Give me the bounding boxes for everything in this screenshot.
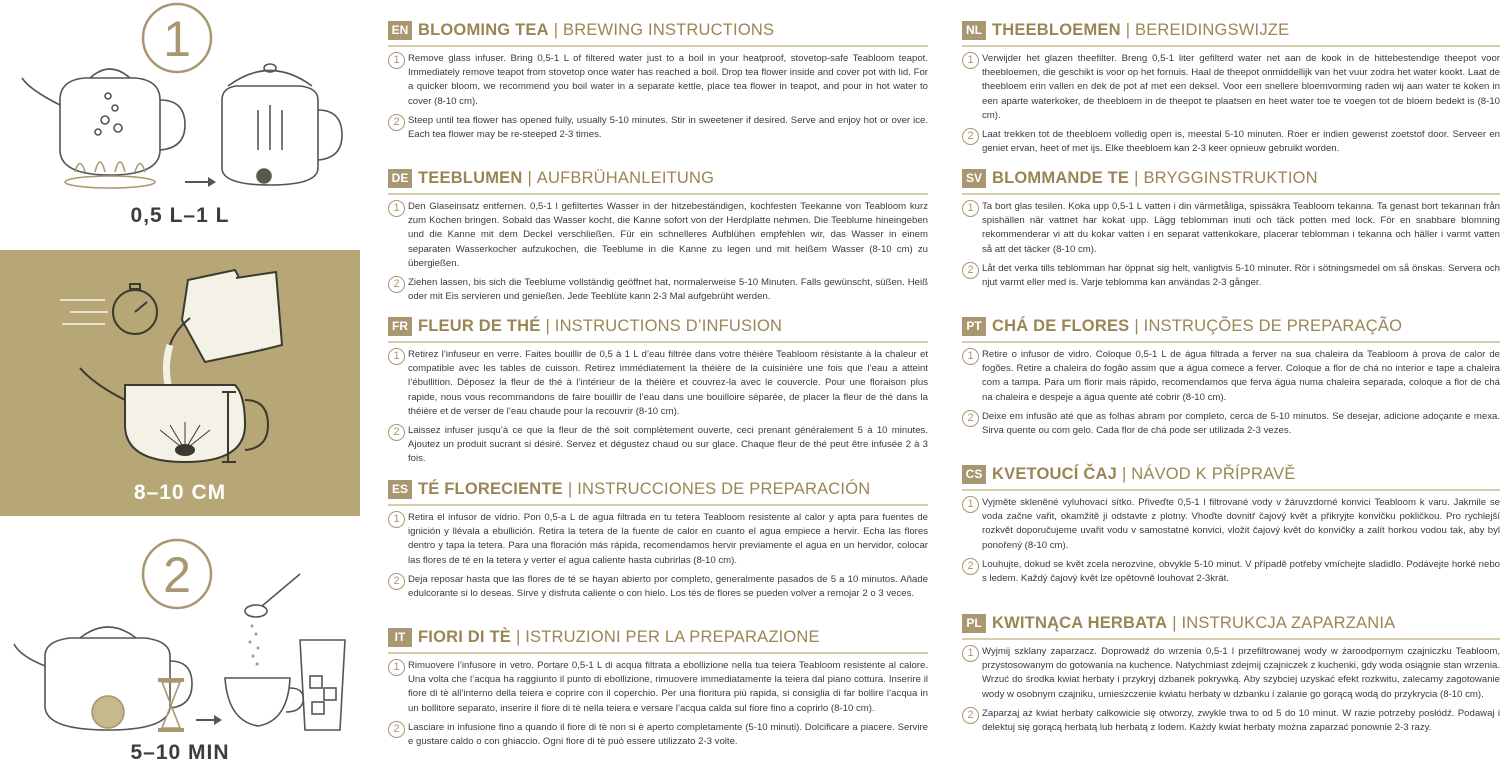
illustration-column (0, 0, 360, 765)
step-instructions: Retirez l’infuseur en verre. Faites bouillir de 0,5 à 1 L d’eau filtrée dans votre théière Teabloom résistante à la chaleur et compatible avec les tables de cuisson. Retirez immédiatement la théière de la cuisinière une fois que l’eau a atteint l’ébullition. Déposez la fleur de thé à l’intérieur de la théière et couvrez-la avec le couvercle. Pour une floraison plus rapide, nous vous recommandons de faire bouillir de l’eau dans une bouilloire séparée, de placer la fleur de thé dans la théière et de verser de l’eau chaude pour la recouvrir (8-10 cm). (408, 349, 928, 417)
step-instructions: Den Glaseinsatz entfernen. 0,5-1 l gefiltertes Wasser in der hitzebeständigen, kochfesten Teekanne von Teabloom kurz zum Kochen bringen. Sobald das Wasser kocht, die Kanne sofort von der Herdplatte nehmen. Die Teeblume hineingeben und die Kanne mit dem Deckel verschließen. Für ein schnelleres Aufblühen empfehlen wir, das Wasser in einem separaten Wasserkocher aufzukochen, die Teeblume in die Kanne zu legen und mit heißem Wasser (8-10 cm) zu übergießen. (408, 201, 928, 269)
language-code-badge: EN (388, 21, 412, 40)
heading-divider: | (1134, 316, 1139, 335)
step-1-number: 1 (163, 11, 191, 67)
heading-divider: | (527, 168, 532, 187)
section-en (388, 20, 928, 147)
step-2-illustration (0, 516, 360, 738)
section-subtitle: BREWING INSTRUCTIONS (563, 20, 775, 39)
step-number-badge: 1 (962, 52, 979, 69)
heading-divider: | (567, 479, 573, 498)
section-subtitle: BRYGGINSTRUKTION (1143, 168, 1318, 187)
step-number-badge: 1 (388, 511, 405, 528)
section-title: CHÁ DE FLORES (992, 316, 1130, 335)
heading-rule (962, 45, 1500, 47)
step-2-text (388, 721, 928, 749)
step-instructions: Retire o infusor de vidro. Coloque 0,5-1 L de água filtrada a ferver na sua chaleira da Teabloom à prova de calor de fogões. Retire a chaleira do fogão assim que a água comece a ferver. Coloque a flor de chá no interior e tape a chaleira com a tampa. Para um florir mais rápido, recomendamos que ferva água numa chaleira separada, coloque a flor de chá na chaleira e despeje a água quente até cobrir (8-10 cm). (982, 349, 1500, 403)
section-subtitle: NÁVOD K PŘÍPRAVĚ (1131, 464, 1296, 483)
section-es (388, 479, 928, 606)
language-code-badge: CS (962, 465, 986, 484)
heading-divider: | (1172, 613, 1177, 632)
section-cs (962, 464, 1500, 591)
step-instructions: Låt det verka tills teblomman har öppnat sig helt, vanligtvis 5-10 minuter. Rör i sötningsmedel om så önskas. Servera och njut varmt eller med is. Varje teblomma kan användas 2-3 gånger. (982, 262, 1500, 289)
section-heading (388, 20, 928, 40)
ice-glass-icon (300, 640, 345, 730)
heading-divider: | (1134, 168, 1139, 187)
step-number-badge: 2 (388, 276, 405, 293)
step-instructions: Zaparzaj aż kwiat herbaty całkowicie się otworzy, zwykle trwa to od 5 do 10 minut. W razie potrzeby posłódź. Podawaj i delektuj się gorącą herbatą lub herbatą z lodem. Każdy kwiat herbaty można zaparzać ponownie 2-3 razy. (982, 707, 1500, 734)
step-number-badge: 1 (388, 52, 405, 69)
language-code-badge: SV (962, 169, 986, 188)
section-title: KVETOUCÍ ČAJ (992, 464, 1117, 483)
section-title: TÉ FLORECIENTE (418, 479, 563, 498)
section-subtitle: INSTRUÇÕES DE PREPARAÇÃO (1143, 316, 1403, 335)
step-number-badge: 1 (962, 200, 979, 217)
heading-rule (962, 193, 1500, 195)
step-1-text (388, 659, 928, 716)
teapot-with-hourglass-icon (14, 627, 192, 732)
language-code-badge: PT (962, 317, 986, 336)
step-1-panel (0, 0, 360, 250)
language-code-badge: IT (388, 628, 412, 647)
step-2-number: 2 (163, 547, 191, 603)
step-instructions: Deja reposar hasta que las flores de té se hayan abierto por completo, generalmente pasados de 5 a 10 minutos. Añade edulcorante si lo deseas. Sirve y disfruta caliente o con hielo. Los tés de flores se pueden volver a remojar 2 o 3 veces. (408, 573, 928, 600)
section-heading (962, 613, 1500, 633)
step-number-badge: 2 (388, 721, 405, 738)
section-fr (388, 316, 928, 472)
section-subtitle: BEREIDINGSWIJZE (1135, 20, 1290, 39)
heading-rule (388, 45, 928, 47)
heading-rule (388, 504, 928, 506)
language-code-badge: FR (388, 317, 412, 336)
section-subtitle: INSTRUCTIONS D’INFUSION (554, 316, 783, 335)
heading-divider: | (553, 20, 559, 39)
step-1-text (388, 348, 928, 419)
step-instructions: Laat trekken tot de theebloem volledig open is, meestal 5-10 minuten. Roer er indien gewenst zoetstof door. Serveer en geniet ervan, heet of met ijs. Elke theebloem kan 2-3 keer opnieuw gebruikt worden. (982, 129, 1500, 155)
stopwatch-icon (60, 284, 157, 334)
section-pt (962, 316, 1500, 443)
step-instructions: Steep until tea flower has opened fully, usually 5-10 minutes. Stir in sweetener if desired. Serve and enjoy hot or over ice. Each tea flower may be re-steeped 2-3 times. (408, 114, 928, 141)
section-it (388, 627, 928, 754)
cup-icon (225, 678, 303, 726)
step-1-text (962, 52, 1500, 123)
heading-rule (388, 341, 928, 343)
step-number-badge: 1 (388, 659, 405, 676)
step-instructions: Rimuovere l’infusore in vetro. Portare 0,5-1 L di acqua filtrata a ebollizione nella tua teiera Teabloom resistente al calore. Una volta che l’acqua ha raggiunto il punto di ebollizione, rimuovere immediatamente la teiera dal piano cottura. Inserire il fiore di tè all’interno della teiera e coprire con il coperchio. Per una fioritura più rapida, si consiglia di far bollire l’acqua in un bollitore separato, inserire il fiore di tè nella teiera e versare l’acqua calda sul fiore fino a coprirlo (8-10 cm). (408, 660, 928, 714)
step-instructions: Ziehen lassen, bis sich die Teeblume vollständig geöffnet hat, normalerweise 5-10 Minuten. Falls gewünscht, süßen. Heiß oder mit Eis servieren und genießen. Jede Teeblüte kann 2-3 Mal aufgebrüht werden. (408, 277, 928, 303)
step-instructions: Wyjmij szklany zaparzacz. Doprowadź do wrzenia 0,5-1 l przefiltrowanej wody w żaroodpornym czajniczku Teabloom, przystosowanym do gotowania na kuchence. Natychmiast zdejmij czajniczek z kuchenki, gdy woda osiągnie stan wrzenia. Wrzuć do środka kwiat herbaty i przykryj dzbanek pokrywką. Aby szybciej uzyskać efekt rozkwitu, zalecamy zagotowanie wody w osobnym czajniku, umieszczenie kwiatu herbaty w dzbanku i zalanie go gorącą wodą do przykrycia (8-10 cm). (982, 646, 1500, 700)
teapot-with-flower-icon (80, 368, 268, 462)
step-instructions: Ta bort glas tesilen. Koka upp 0,5-1 L vatten i din värmetåliga, spissäkra Teabloom tekanna. Ta genast bort tekannan från spishällen när vattnet har kokat upp. Lägg teblomman inuti och täck potten med lock. För en snabbare blomning rekommenderar vi att du kokar vatten i en separat vattenkokare, placerar teblomman i tekanna och häller i varmt vatten så att det täcker (8-10 cm). (982, 201, 1500, 255)
teapot-on-burner-icon (22, 69, 185, 188)
arrow-right-icon (196, 715, 222, 725)
step-1-water-amount: 0,5 L–1 L (130, 204, 230, 227)
heading-rule (962, 341, 1500, 343)
step-instructions: Vyjměte skleněné vyluhovací sítko. Přiveďte 0,5-1 l filtrované vody v žáruvzdorné konvici Teabloom k varu. Jakmile se voda začne vařit, okamžitě ji odstavte z plotny. Vhoďte dovnitř čajový květ a přikryjte konvičku pokličkou. Pro rychlejší rozkvět doporučujeme uvařit vodu v samostatné konvici, vložit čajový květ do konvičky a zalít horkou vodou tak, aby byl ponořený (8-10 cm). (982, 497, 1500, 551)
step-number-badge: 2 (388, 114, 405, 131)
step-2-circle-icon (143, 540, 211, 608)
section-heading (962, 20, 1500, 40)
section-title: BLOOMING TEA (418, 20, 549, 39)
step-2-text (962, 410, 1500, 438)
sweetener-spoon-icon (245, 574, 300, 666)
step-1-illustration (0, 0, 360, 200)
heading-divider: | (545, 316, 550, 335)
flower-cover-height: 8–10 CM (133, 481, 227, 504)
step-1-text (962, 200, 1500, 257)
section-sv (962, 168, 1500, 295)
step-instructions: Louhujte, dokud se květ zcela nerozvine, obvykle 5-10 minut. V případě potřeby vmíchejte sladidlo. Podávejte horké nebo s ledem. Každý čajový květ lze opětovně louhovat 2-3krát. (982, 558, 1500, 585)
pouring-kettle-icon (170, 270, 282, 362)
step-number-badge: 2 (962, 558, 979, 575)
section-heading (388, 168, 928, 188)
step-number-badge: 2 (962, 262, 979, 279)
step-number-badge: 2 (962, 410, 979, 427)
step-instructions: Laissez infuser jusqu’à ce que la fleur de thé soit complètement ouverte, ceci prenant généralement 5 à 10 minutes. Ajoutez un produit sucrant si désiré. Servez et dégustez chaud ou sur glace. Chaque fleur de thé peut être infusée 2 à 3 fois. (408, 425, 928, 465)
step-2-text (962, 262, 1500, 290)
teapot-with-lid-icon (222, 64, 342, 185)
step-2-text (962, 558, 1500, 586)
step-instructions: Retira el infusor de vidrio. Pon 0,5-a L de agua filtrada en tu tetera Teabloom resistente al calor y apta para fuentes de ignición y llévala a ebullición. Retira la tetera de la fuente de calor en cuanto el agua empiece a hervir. Echa las flores dentro y tapa la tetera. Para una floración más rápida, recomendamos hervir previamente el agua en un hervidor, colocar las flores de té en la tetera y verter el agua caliente hasta cubrirlas (8-10 cm). (408, 512, 928, 566)
heading-divider: | (1121, 464, 1127, 483)
section-subtitle: AUFBRÜHANLEITUNG (536, 168, 715, 187)
language-code-badge: NL (962, 21, 986, 40)
section-subtitle: INSTRUKCJA ZAPARZANIA (1181, 613, 1396, 632)
steep-time: 5–10 MIN (130, 741, 230, 764)
step-2-text (388, 573, 928, 601)
step-2-text (388, 424, 928, 467)
step-instructions: Verwijder het glazen theefilter. Breng 0,5-1 liter gefilterd water net aan de kook in de hittebestendige theepot voor theebloemen, die geschikt is voor op het fornuis. Haal de theepot onmiddellijk van het vuur zodra het water kookt. Laat de theebloem erin vallen en dek de pot af met een deksel. Voor een snellere bloemvorming raden wij aan water te koken in een aparte waterkoker, de theebloem in de theepot te plaatsen en heet water toe te voegen tot de bloem bedekt is (8-10 cm). (982, 53, 1500, 121)
step-1-text (962, 496, 1500, 553)
heading-rule (962, 489, 1500, 491)
step-number-badge: 1 (388, 200, 405, 217)
section-title: KWITNĄCA HERBATA (992, 613, 1168, 632)
step-number-badge: 2 (962, 128, 979, 145)
arrow-right-icon (185, 177, 216, 187)
step-number-badge: 1 (962, 645, 979, 662)
language-code-badge: DE (388, 169, 412, 188)
section-subtitle: ISTRUZIONI PER LA PREPARAZIONE (525, 627, 820, 646)
step-2-text (388, 114, 928, 142)
step-1-text (388, 511, 928, 568)
section-title: THEEBLOEMEN (992, 20, 1121, 39)
section-nl (962, 20, 1500, 161)
section-heading (388, 316, 928, 336)
section-heading (388, 627, 928, 647)
step-1-text (388, 200, 928, 271)
section-heading (962, 316, 1500, 336)
heading-divider: | (1125, 20, 1131, 39)
instructions-column-right (962, 0, 1500, 765)
step-number-badge: 2 (388, 573, 405, 590)
pouring-illustration (0, 250, 360, 475)
step-2-text (962, 128, 1500, 156)
heading-rule (962, 638, 1500, 640)
section-title: FLEUR DE THÉ (418, 316, 541, 335)
language-code-badge: PL (962, 614, 986, 633)
section-de (388, 168, 928, 309)
step-1-text (388, 52, 928, 109)
step-1-text (962, 645, 1500, 702)
instructions-column-left (388, 0, 928, 765)
heading-divider: | (515, 627, 521, 646)
section-title: TEEBLUMEN (418, 168, 523, 187)
section-heading (962, 168, 1500, 188)
step-instructions: Lasciare in infusione fino a quando il fiore di tè non si è aperto completamente (5-10 minuti). Dolcificare a piacere. Servire e gustare caldo o con ghiaccio. Ogni fiore di tè può essere utilizzato 2-3 volte. (408, 721, 928, 748)
heading-rule (388, 652, 928, 654)
step-2-text (388, 276, 928, 304)
language-code-badge: ES (388, 480, 412, 499)
step-middle-panel (0, 250, 360, 516)
step-1-text (962, 348, 1500, 405)
step-instructions: Deixe em infusão até que as folhas abram por completo, cerca de 5-10 minutos. Se desejar, adicione adoçante e mexa. Sirva quente ou com gelo. Cada flor de chá pode ser utilizada 2-3 vezes. (982, 410, 1500, 437)
section-heading (388, 479, 928, 499)
step-number-badge: 2 (962, 707, 979, 724)
step-number-badge: 2 (388, 424, 405, 441)
section-title: BLOMMANDE TE (992, 168, 1130, 187)
step-2-panel (0, 516, 360, 765)
step-2-text (962, 707, 1500, 735)
step-number-badge: 1 (962, 348, 979, 365)
heading-rule (388, 193, 928, 195)
section-subtitle: INSTRUCCIONES DE PREPARACIÓN (577, 479, 871, 498)
step-1-circle-icon (143, 4, 211, 72)
section-title: FIORI DI TÈ (418, 627, 511, 646)
step-number-badge: 1 (962, 496, 979, 513)
step-instructions: Remove glass infuser. Bring 0,5-1 L of filtered water just to a boil in your heatproof, stovetop-safe Teabloom teapot. Immediately remove teapot from stovetop once water has reached a boil. Drop tea flower inside and cover pot with lid. For a quicker bloom, we recommend you boil water in a separate kettle, place tea flower in teapot, and pour in hot water to cover (8-10 cm). (408, 53, 928, 107)
section-heading (962, 464, 1500, 484)
section-pl (962, 613, 1500, 740)
step-number-badge: 1 (388, 348, 405, 365)
